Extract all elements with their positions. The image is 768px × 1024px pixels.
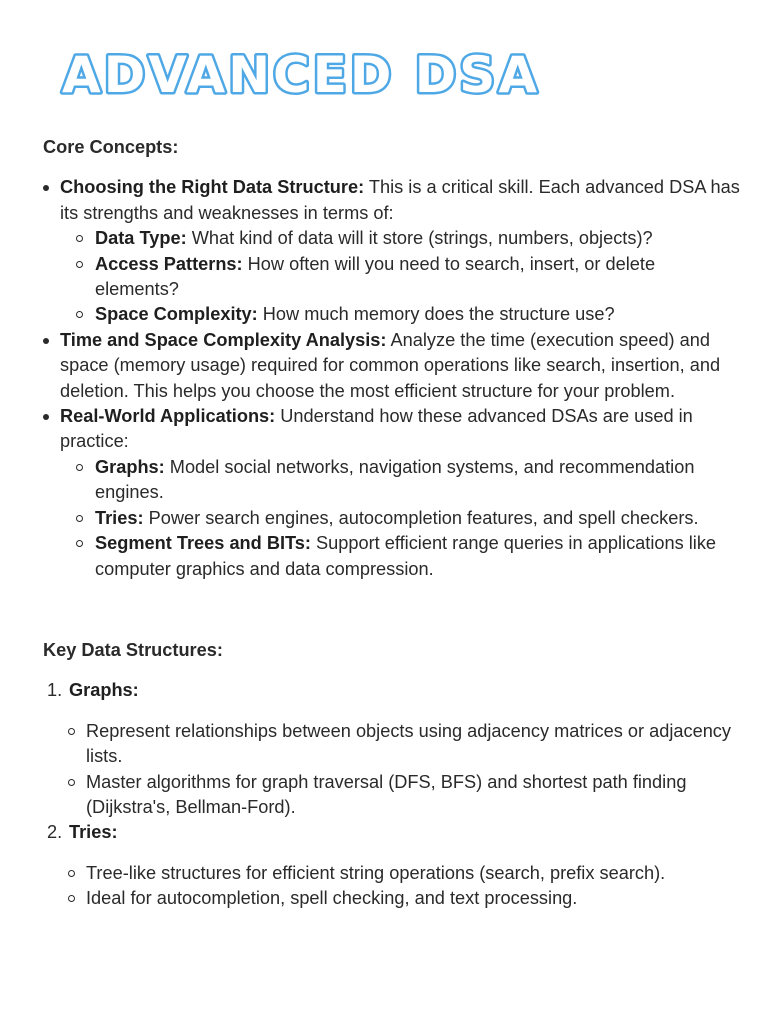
sub-item-text: Model social networks, navigation systems, and recommendation engines. xyxy=(95,456,695,503)
sub-item-label: Space Complexity: xyxy=(95,304,258,325)
sub-item-text: Support efficient range queries in applications like computer graphics and data compression. xyxy=(95,533,717,579)
sub-list-item xyxy=(60,226,743,251)
item-text: Understand how these advanced DSAs are used in practice: xyxy=(60,406,693,452)
item-text: Analyze the time (execution speed) and space (memory usage) required for common operations like search, insertion, and deletion. This helps you choose the most efficient structure for your problem. xyxy=(60,329,721,401)
key-data-structures-heading: Key Data Structures: xyxy=(43,639,223,660)
sub-item-label: Data Type: xyxy=(95,228,187,249)
core-concepts-list xyxy=(43,175,743,582)
sub-list-item xyxy=(60,302,743,327)
item-text: This is a critical skill. Each advanced DSA has its strengths and weaknesses in terms of: xyxy=(60,177,740,223)
sub-list-item xyxy=(60,506,743,531)
document-body xyxy=(43,135,743,912)
page-title-graphic xyxy=(58,40,558,110)
sub-list xyxy=(60,455,743,582)
page-title-text: ADVANCED DSA xyxy=(62,46,541,104)
page-title xyxy=(58,40,558,110)
sub-list xyxy=(60,226,743,328)
sub-item-label: Tries: xyxy=(95,507,144,528)
sub-item-text: How often will you need to search, insert, or delete elements? xyxy=(95,253,656,300)
sub-item-text: What kind of data will it store (strings, numbers, objects)? xyxy=(186,228,653,249)
sub-list-item xyxy=(60,531,743,582)
item-label: Choosing the Right Data Structure: xyxy=(60,177,365,198)
list-item xyxy=(43,328,743,404)
sub-list-item xyxy=(60,252,743,303)
item-label: Graphs: xyxy=(69,680,139,701)
sub-list-item: Represent relationships between objects using adjacency matrices or adjacency lists. xyxy=(43,719,743,770)
sub-item-text: Power search engines, autocompletion features, and spell checkers. xyxy=(143,507,699,528)
sub-item-label: Segment Trees and BITs: xyxy=(95,533,311,554)
numbered-item-graphs xyxy=(43,678,743,703)
numbered-item-tries xyxy=(43,820,743,845)
sub-item-text: How much memory does the structure use? xyxy=(257,304,615,325)
sub-item-label: Access Patterns: xyxy=(95,253,243,274)
graphs-sub-list xyxy=(43,719,743,821)
sub-list-item xyxy=(60,455,743,506)
item-label: Tries: xyxy=(69,822,118,843)
tries-sub-list xyxy=(43,861,743,912)
item-label: Time and Space Complexity Analysis: xyxy=(60,329,387,350)
item-number: 1. xyxy=(47,680,63,701)
sub-item-label: Graphs: xyxy=(95,456,165,477)
item-label: Real-World Applications: xyxy=(60,406,276,427)
sub-list-item: Ideal for autocompletion, spell checking, and text processing. xyxy=(43,886,743,911)
sub-list-item: Tree-like structures for efficient string operations (search, prefix search). xyxy=(43,861,743,886)
core-concepts-heading: Core Concepts: xyxy=(43,137,179,157)
list-item xyxy=(43,175,743,327)
list-item xyxy=(43,404,743,582)
item-number: 2. xyxy=(47,822,63,843)
sub-list-item: Master algorithms for graph traversal (DFS, BFS) and shortest path finding (Dijkstra's, Bellman-Ford). xyxy=(43,770,743,821)
